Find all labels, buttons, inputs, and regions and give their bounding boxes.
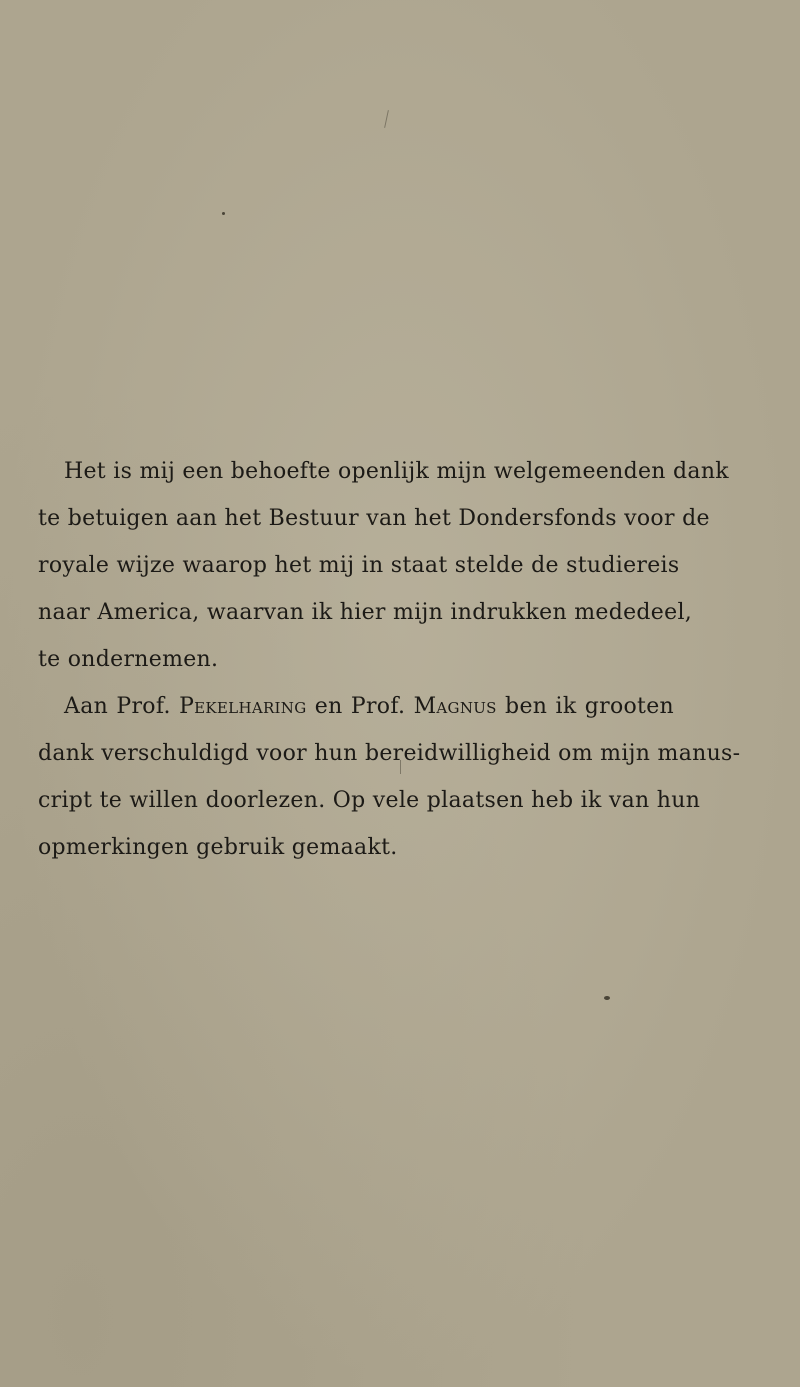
text-line: royale wijze waarop het mij in staat stelde de studiereis <box>38 553 680 578</box>
text-line <box>64 683 674 730</box>
text-line: cript te willen doorlezen. Op vele plaatsen heb ik van hun <box>38 788 701 813</box>
professor-name: Pekelharing <box>179 694 307 719</box>
text-line: dank verschuldigd voor hun bereidwilligheid om mijn manus- <box>38 741 741 766</box>
text-line: te betuigen aan het Bestuur van het Dondersfonds voor de <box>38 506 710 531</box>
paragraph-thanks-professors <box>38 683 741 871</box>
professor-name: Magnus <box>413 694 497 719</box>
text-fragment: ben ik grooten <box>496 694 674 719</box>
paper-speck <box>222 212 225 215</box>
text-line: opmerkingen gebruik gemaakt. <box>38 835 398 860</box>
text-line: naar America, waarvan ik hier mijn indrukken mededeel, <box>38 600 693 625</box>
text-line: te ondernemen. <box>38 647 219 672</box>
text-fragment: Aan Prof. <box>64 694 180 719</box>
paper-scratch-mark <box>384 110 389 128</box>
text-fragment: en Prof. <box>306 694 414 719</box>
paper-speck <box>604 996 610 1000</box>
acknowledgement-text <box>38 448 741 871</box>
paragraph-thanks-fund <box>38 448 729 683</box>
text-line: Het is mij een behoefte openlijk mijn welgemeenden dank <box>64 459 729 484</box>
